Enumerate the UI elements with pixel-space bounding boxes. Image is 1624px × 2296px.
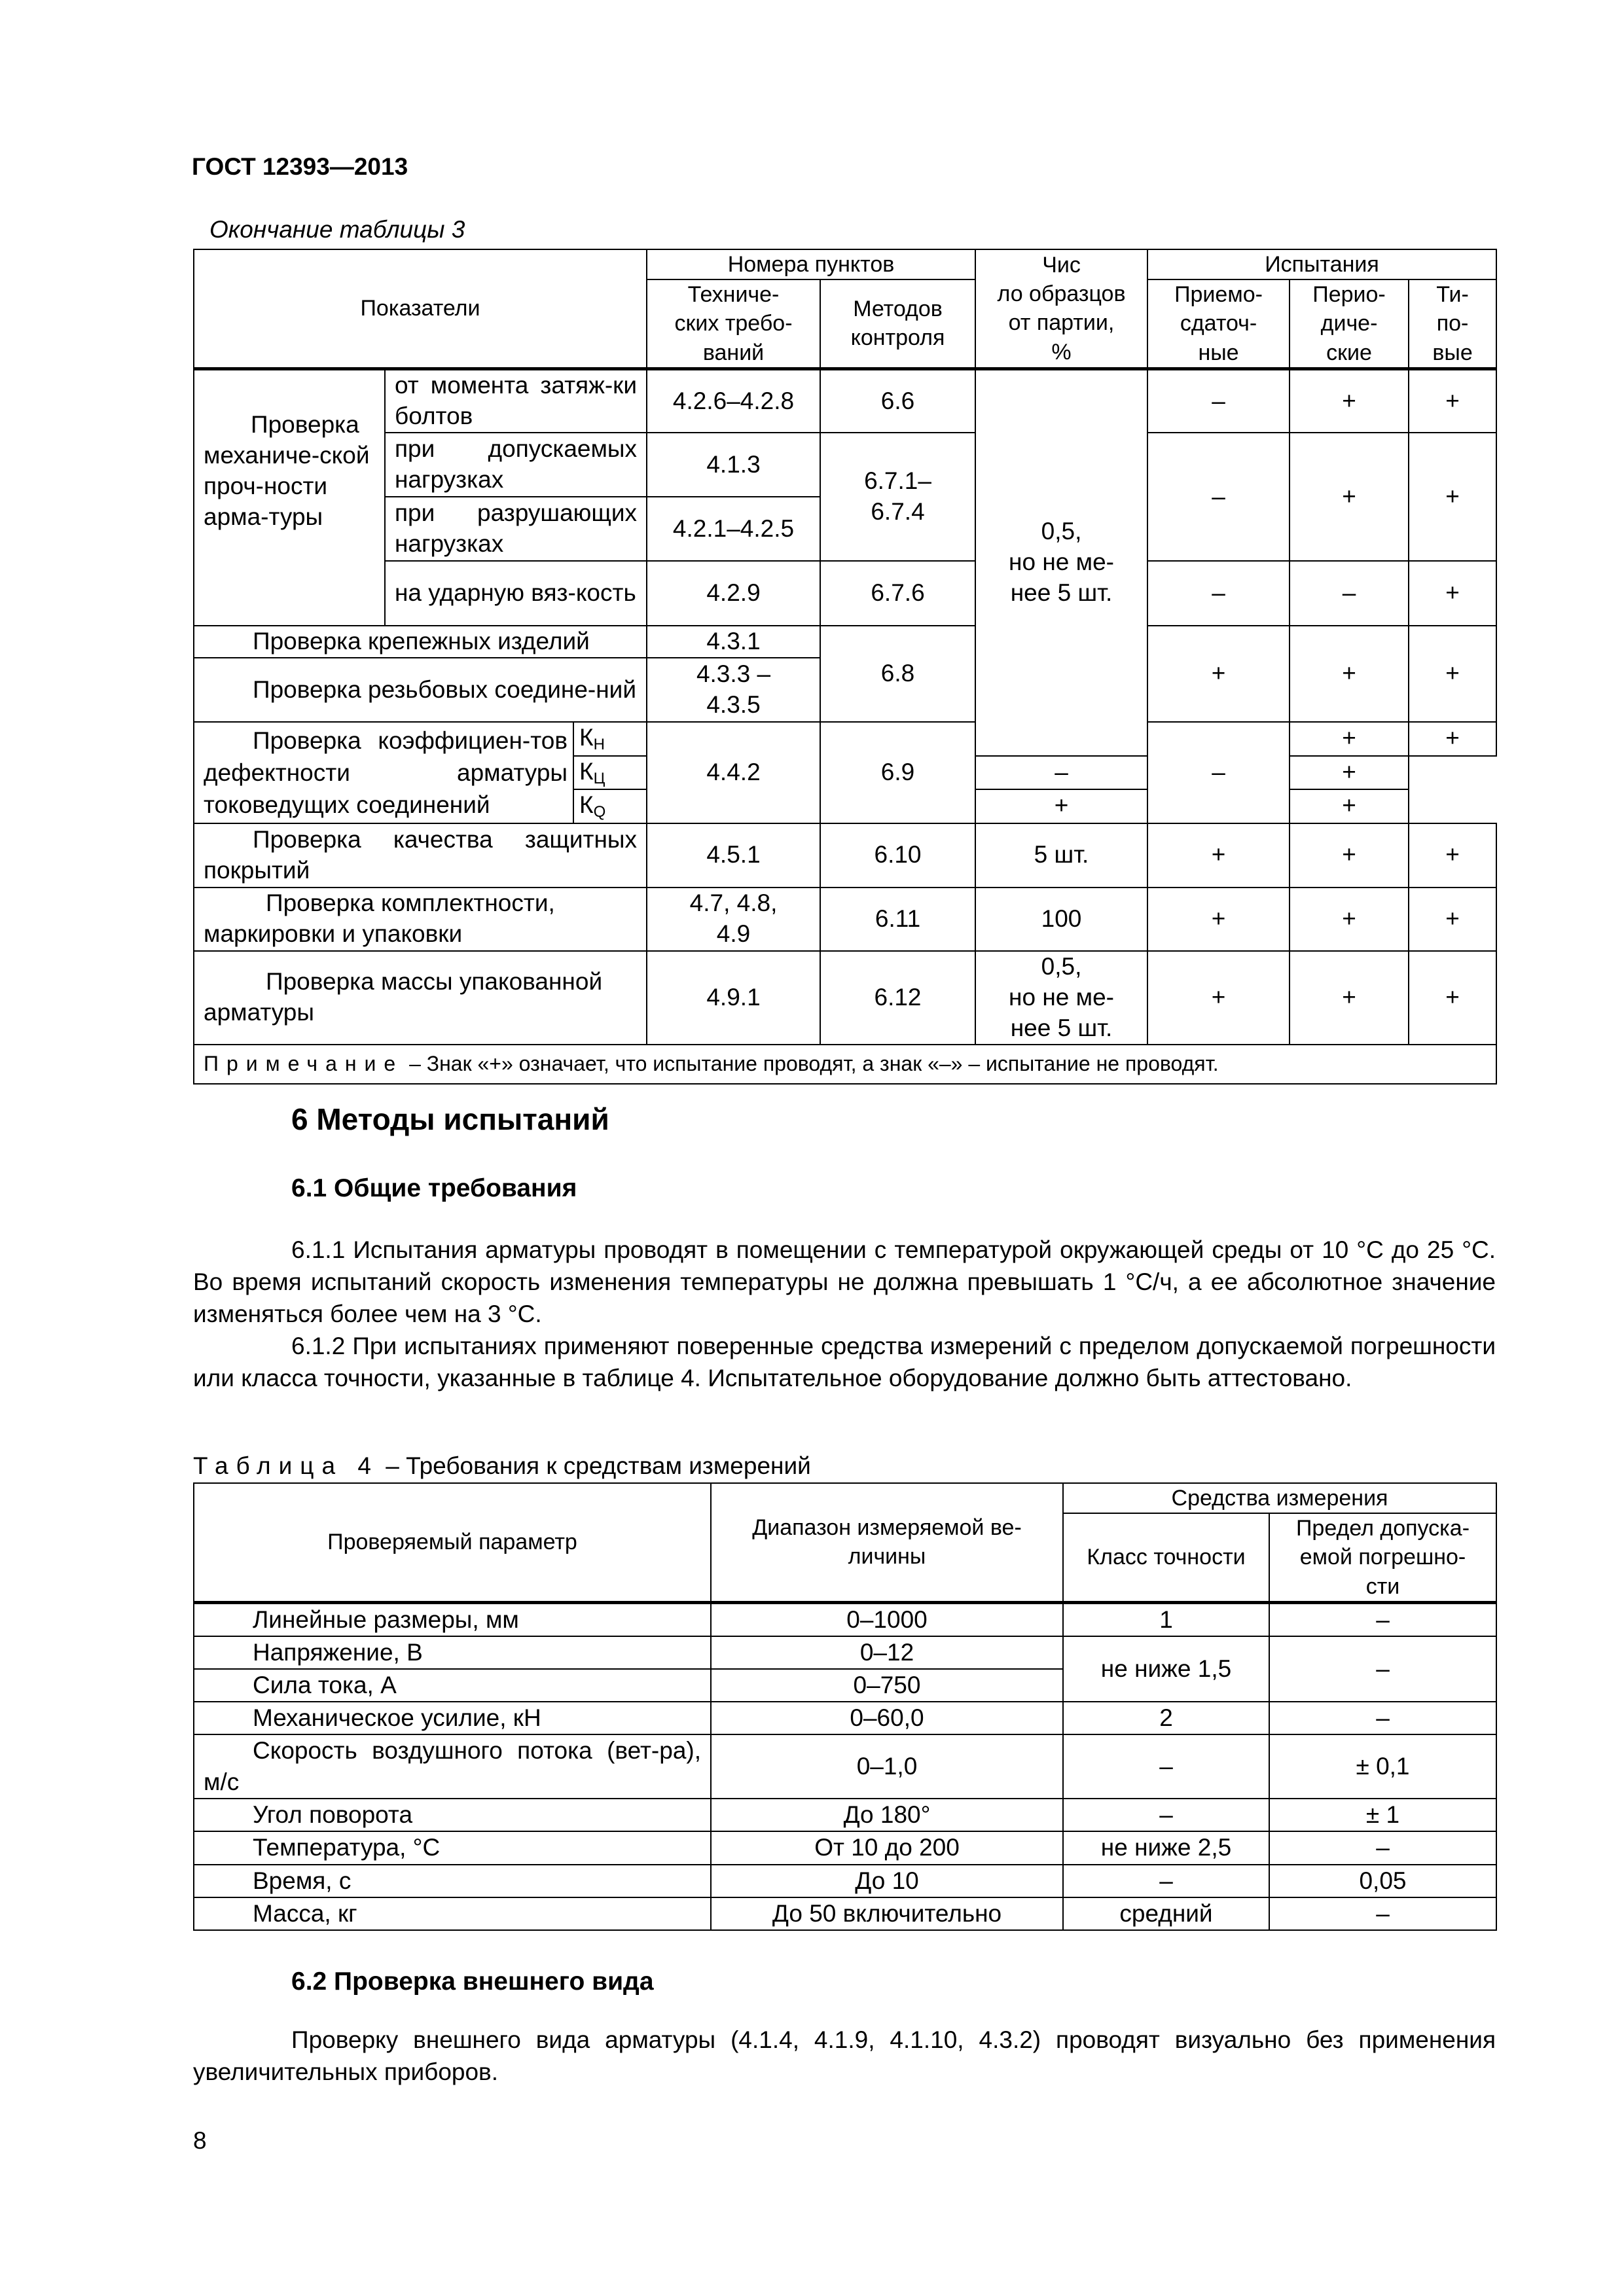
table-note-row xyxy=(194,1045,1496,1084)
header-test-methods: Методов контроля xyxy=(820,279,975,368)
paragraph-6-1-1: 6.1.1 Испытания арматуры проводят в помещении с температурой окружающей среды от 10 °С до 25 °С. Во время испытаний скорость изменения температуры не должна превышать 1 °С/ч, а ее абсолютное значение изменяться более чем на 3 °С. xyxy=(193,1236,1496,1327)
row-label: Проверка качества защитных покрытий xyxy=(194,823,647,888)
periodic-cell: + xyxy=(975,789,1147,823)
table-row xyxy=(194,722,1496,755)
table4-caption-text: – Требования к средствам измерений xyxy=(378,1452,811,1479)
table-row xyxy=(194,823,1496,888)
acceptance-cell: – xyxy=(1147,433,1290,561)
header-limit: Предел допуска- емой погрешно- сти xyxy=(1269,1513,1496,1602)
limit-cell: – xyxy=(1269,1602,1496,1636)
param-cell: Механическое усилие, кН xyxy=(194,1702,711,1734)
req-cell: 4.2.1–4.2.5 xyxy=(647,497,820,561)
coefficient-kc: $К_Ц$ xyxy=(573,756,647,789)
table-4 xyxy=(193,1482,1497,1931)
type-cell: + xyxy=(1290,789,1409,823)
table-row xyxy=(194,1865,1496,1897)
req-cell: 4.3.3 – 4.3.5 xyxy=(647,658,820,722)
accuracy-cell: не ниже 2,5 xyxy=(1063,1831,1269,1864)
sample-cell: 0,5, но не ме- нее 5 шт. xyxy=(975,951,1147,1045)
req-cell: 4.7, 4.8, 4.9 xyxy=(647,888,820,951)
limit-cell: ± 0,1 xyxy=(1269,1734,1496,1799)
table-row xyxy=(194,1799,1496,1831)
periodic-cell: + xyxy=(1290,433,1409,561)
periodic-cell: + xyxy=(1290,368,1409,433)
req-cell: 4.3.1 xyxy=(647,626,820,658)
header-accuracy: Класс точности xyxy=(1063,1513,1269,1602)
method-cell: 6.6 xyxy=(820,368,975,433)
method-cell: 6.7.1– 6.7.4 xyxy=(820,433,975,561)
header-acceptance: Приемо- сдаточ- ные xyxy=(1147,279,1290,368)
param-cell: Напряжение, В xyxy=(194,1636,711,1669)
header-indicators: Показатели xyxy=(194,249,647,368)
method-cell: 6.10 xyxy=(820,823,975,888)
sample-cell: 100 xyxy=(975,888,1147,951)
type-cell: + xyxy=(1409,951,1496,1045)
row-label: Проверка массы упакованной арматуры xyxy=(194,951,647,1045)
paragraph-6-2: Проверку внешнего вида арматуры (4.1.4, 4.1.9, 4.1.10, 4.3.2) проводят визуально без применения увеличительных приборов. xyxy=(193,2026,1496,2085)
acceptance-cell: – xyxy=(1147,722,1290,823)
header-type: Ти- по- вые xyxy=(1409,279,1496,368)
param-cell: Температура, °С xyxy=(194,1831,711,1864)
header-item-numbers: Номера пунктов xyxy=(647,249,975,279)
sample-merged-cell: 0,5, но не ме- нее 5 шт. xyxy=(975,368,1147,755)
req-cell: 4.2.6–4.2.8 xyxy=(647,368,820,433)
param-cell: Линейные размеры, мм xyxy=(194,1602,711,1636)
range-cell: До 10 xyxy=(711,1865,1063,1897)
table-3 xyxy=(193,249,1497,1085)
table-row xyxy=(194,1702,1496,1734)
range-cell: 0–60,0 xyxy=(711,1702,1063,1734)
table-row xyxy=(194,951,1496,1045)
range-cell: 0–12 xyxy=(711,1636,1063,1669)
param-cell: Скорость воздушного потока (вет-ра), м/с xyxy=(194,1734,711,1799)
header-periodic: Перио- диче- ские xyxy=(1290,279,1409,368)
accuracy-cell: – xyxy=(1063,1799,1269,1831)
paragraph-6-1-2: 6.1.2 При испытаниях применяют поверенные средства измерений с пределом допускаемой погрешности или класса точности, указанные в таблице 4. Испытательное оборудование должно быть аттестовано. xyxy=(193,1333,1496,1391)
type-cell: + xyxy=(1409,561,1496,626)
limit-cell: – xyxy=(1269,1897,1496,1930)
param-cell: Масса, кг xyxy=(194,1897,711,1930)
table-row xyxy=(194,1897,1496,1930)
limit-cell: ± 1 xyxy=(1269,1799,1496,1831)
range-cell: 0–1,0 xyxy=(711,1734,1063,1799)
periodic-cell: + xyxy=(1290,951,1409,1045)
periodic-cell: + xyxy=(1290,888,1409,951)
accuracy-cell: – xyxy=(1063,1734,1269,1799)
range-cell: До 180° xyxy=(711,1799,1063,1831)
document-header: ГОСТ 12393—2013 xyxy=(192,153,408,180)
table4-caption xyxy=(193,1452,811,1480)
periodic-cell: + xyxy=(1290,823,1409,888)
row-label: Проверка крепежных изделий xyxy=(194,626,647,658)
method-cell: 6.11 xyxy=(820,888,975,951)
param-cell: Сила тока, А xyxy=(194,1669,711,1702)
table-row xyxy=(194,433,1496,497)
type-cell: + xyxy=(1409,368,1496,433)
header-range: Диапазон измеряемой ве- личины xyxy=(711,1483,1063,1602)
limit-cell: – xyxy=(1269,1831,1496,1864)
type-cell: + xyxy=(1409,433,1496,561)
range-cell: 0–750 xyxy=(711,1669,1063,1702)
method-cell: 6.8 xyxy=(820,626,975,722)
acceptance-cell: + xyxy=(1147,888,1290,951)
param-cell: Угол поворота xyxy=(194,1799,711,1831)
coefficient-kq: $К_Q$ xyxy=(573,789,647,823)
note-text: – Знак «+» означает, что испытание проводят, а знак «–» – испытание не проводят. xyxy=(403,1052,1219,1076)
req-cell: 4.1.3 xyxy=(647,433,820,497)
header-param: Проверяемый параметр xyxy=(194,1483,711,1602)
type-cell: + xyxy=(1409,626,1496,722)
acceptance-cell: + xyxy=(1147,951,1290,1045)
table-row xyxy=(194,1831,1496,1864)
coefficient-kn: $К_Н$ xyxy=(573,722,647,755)
acceptance-cell: + xyxy=(1147,823,1290,888)
method-cell: 6.12 xyxy=(820,951,975,1045)
accuracy-cell: 2 xyxy=(1063,1702,1269,1734)
row-label: Проверка резьбовых соедине-ний xyxy=(194,658,647,722)
req-cell: 4.9.1 xyxy=(647,951,820,1045)
periodic-cell: – xyxy=(975,756,1147,789)
row-label: при разрушающих нагрузках xyxy=(385,497,647,561)
table-row xyxy=(194,1602,1496,1636)
table-row xyxy=(194,1734,1496,1799)
req-cell: 4.5.1 xyxy=(647,823,820,888)
table3-note xyxy=(194,1045,1496,1084)
acceptance-cell: – xyxy=(1147,561,1290,626)
periodic-cell: + xyxy=(1290,722,1409,755)
periodic-cell: – xyxy=(1290,561,1409,626)
method-cell: 6.9 xyxy=(820,722,975,823)
header-tech-req: Техниче- ских требо- ваний xyxy=(647,279,820,368)
type-cell: + xyxy=(1409,823,1496,888)
method-cell: 6.7.6 xyxy=(820,561,975,626)
range-cell: До 50 включительно xyxy=(711,1897,1063,1930)
range-cell: 0–1000 xyxy=(711,1602,1063,1636)
header-means: Средства измерения xyxy=(1063,1483,1496,1513)
accuracy-cell: не ниже 1,5 xyxy=(1063,1636,1269,1702)
note-label: Примечание xyxy=(204,1052,404,1076)
accuracy-cell: – xyxy=(1063,1865,1269,1897)
type-cell: + xyxy=(1409,888,1496,951)
page-number: 8 xyxy=(193,2127,207,2154)
row-label: Проверка коэффициен-тов дефектности арматуры токоведущих соединений xyxy=(194,722,573,823)
limit-cell: 0,05 xyxy=(1269,1865,1496,1897)
table-row xyxy=(194,368,1496,433)
header-sample-count: Чис ло образцов от партии, % xyxy=(975,249,1147,368)
periodic-cell: + xyxy=(1290,626,1409,722)
acceptance-cell: – xyxy=(1147,368,1290,433)
row-label: при допускаемых нагрузках xyxy=(385,433,647,497)
table3-caption: Окончание таблицы 3 xyxy=(209,216,465,243)
param-cell: Время, с xyxy=(194,1865,711,1897)
row-label: от момента затяж-ки болтов xyxy=(385,368,647,433)
req-cell: 4.2.9 xyxy=(647,561,820,626)
acceptance-cell: + xyxy=(1147,626,1290,722)
accuracy-cell: средний xyxy=(1063,1897,1269,1930)
accuracy-cell: 1 xyxy=(1063,1602,1269,1636)
row-label: Проверка комплектности, маркировки и упаковки xyxy=(194,888,647,951)
section-6-title: 6 Методы испытаний xyxy=(291,1102,609,1136)
table-row xyxy=(194,1636,1496,1669)
limit-cell: – xyxy=(1269,1636,1496,1702)
header-tests: Испытания xyxy=(1147,249,1496,279)
section-6-1-title: 6.1 Общие требования xyxy=(291,1174,577,1202)
table4-caption-label: Таблица 4 xyxy=(193,1452,379,1479)
section-6-2-title: 6.2 Проверка внешнего вида xyxy=(291,1967,654,1996)
limit-cell: – xyxy=(1269,1702,1496,1734)
mech-group-label: Проверка механиче-ской проч-ности арма-туры xyxy=(194,368,385,626)
sample-cell: 5 шт. xyxy=(975,823,1147,888)
range-cell: От 10 до 200 xyxy=(711,1831,1063,1864)
table-row xyxy=(194,888,1496,951)
table-row xyxy=(194,626,1496,658)
req-cell: 4.4.2 xyxy=(647,722,820,823)
row-label: на ударную вяз-кость xyxy=(385,561,647,626)
type-cell: + xyxy=(1290,756,1409,789)
type-cell: + xyxy=(1409,722,1496,755)
table-row xyxy=(194,561,1496,626)
